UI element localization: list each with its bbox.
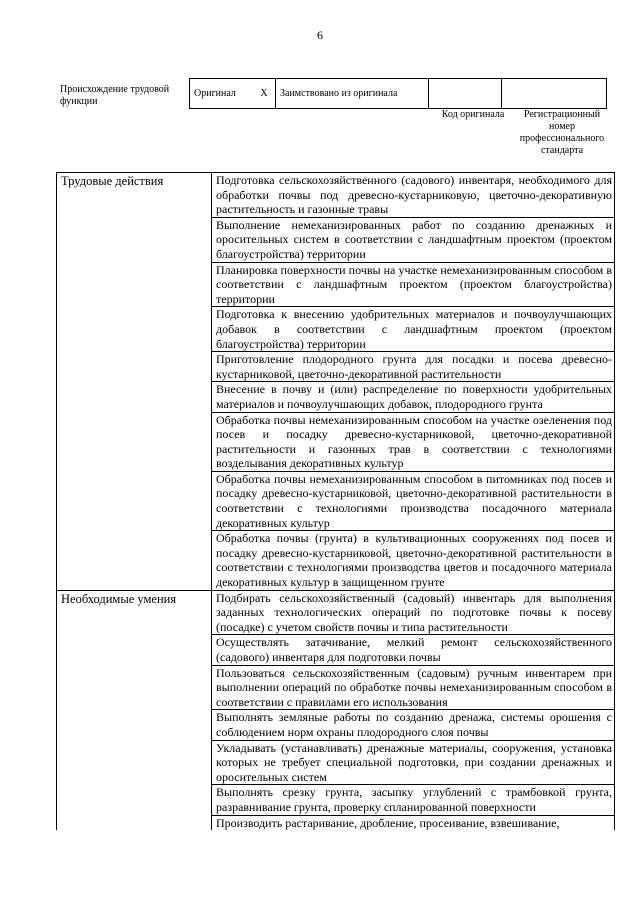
section-title-empty bbox=[57, 740, 212, 785]
item-text: Укладывать (устанавливать) дренажные материалы, сооружения, установка которых не требует специальной подготовки, при создании дренажных и оросительных систем bbox=[212, 740, 615, 785]
origin-label: Происхождение трудовой функции bbox=[60, 84, 170, 107]
item-text: Производить растаривание, дробление, просеивание, взвешивание, bbox=[212, 815, 615, 830]
table-row bbox=[57, 590, 615, 635]
original-mark: X bbox=[253, 79, 276, 109]
origin-table bbox=[189, 78, 607, 109]
item-text: Приготовление плодородного грунта для посадки и посева древесно-кустарниковой, цветочно-декоративной растительности bbox=[212, 352, 615, 382]
section-title-empty bbox=[57, 665, 212, 710]
table-row bbox=[57, 307, 615, 352]
table-row bbox=[57, 531, 615, 590]
table-row bbox=[57, 217, 615, 262]
table-row bbox=[57, 471, 615, 530]
table-row bbox=[57, 352, 615, 382]
function-table bbox=[56, 172, 615, 830]
section-title-empty bbox=[57, 412, 212, 471]
code-cell bbox=[429, 79, 502, 109]
table-row bbox=[57, 665, 615, 710]
reg-number-cell bbox=[502, 79, 607, 109]
table-row bbox=[57, 635, 615, 665]
borrowed-label: Заимствовано из оригинала bbox=[276, 79, 429, 109]
item-text: Выполнять срезку грунта, засыпку углублений с трамбовкой грунта, разравнивание грунта, проверку спланированной поверхности bbox=[212, 785, 615, 815]
reg-label: Регистрационный номер профессионального стандарта bbox=[519, 109, 605, 156]
table-row bbox=[57, 382, 615, 412]
section-title: Трудовые действия bbox=[57, 173, 212, 218]
code-label: Код оригинала bbox=[441, 109, 505, 120]
item-text: Подбирать сельскохозяйственный (садовый) инвентарь для выполнения заданных технологических операций по подготовке почвы к посеву (посадке) с учетом свойств почвы и типа растительности bbox=[212, 590, 615, 635]
section-title-empty bbox=[57, 815, 212, 830]
item-text: Осуществлять затачивание, мелкий ремонт сельскохозяйственного (садового) инвентаря для подготовки почвы bbox=[212, 635, 615, 665]
item-text: Выполнять земляные работы по созданию дренажа, системы орошения с соблюдением норм охраны плодородного слоя почвы bbox=[212, 710, 615, 740]
section-title: Необходимые умения bbox=[57, 590, 212, 635]
item-text: Пользоваться сельскохозяйственным (садовым) ручным инвентарем при выполнении операций по обработке почвы немеханизированным способом в соответствии с правилами его использования bbox=[212, 665, 615, 710]
item-text: Обработка почвы (грунта) в культивационных сооружениях под посев и посадку древесно-кустарниковой, цветочно-декоративной растительности в соответствии с технологиями производства цветов и посадочного материала декоративных культур в защищенном грунте bbox=[212, 531, 615, 590]
section-title-empty bbox=[57, 635, 212, 665]
table-row bbox=[57, 710, 615, 740]
table-row bbox=[57, 785, 615, 815]
page-number: 6 bbox=[317, 28, 323, 42]
section-title-empty bbox=[57, 307, 212, 352]
item-text: Выполнение немеханизированных работ по созданию дренажных и оросительных систем в соответствии с ландшафтным проектом (проектом благоустройства) территории bbox=[212, 217, 615, 262]
section-title-empty bbox=[57, 382, 212, 412]
table-row bbox=[57, 262, 615, 307]
item-text: Планировка поверхности почвы на участке немеханизированным способом в соответствии с ландшафтным проектом (проектом благоустройства) территории bbox=[212, 262, 615, 307]
section-title-empty bbox=[57, 262, 212, 307]
table-row bbox=[57, 412, 615, 471]
table-row bbox=[57, 173, 615, 218]
item-text: Внесение в почву и (или) распределение по поверхности удобрительных материалов и почвоулучшающих добавок, плодородного грунта bbox=[212, 382, 615, 412]
section-title-empty bbox=[57, 217, 212, 262]
table-row bbox=[57, 815, 615, 830]
item-text: Подготовка сельскохозяйственного (садового) инвентаря, необходимого для обработки почвы под древесно-кустарниковую, цветочно-декоративную растительность и газонные травы bbox=[212, 173, 615, 218]
section-title-empty bbox=[57, 352, 212, 382]
section-title-empty bbox=[57, 531, 212, 590]
original-label: Оригинал bbox=[190, 79, 254, 109]
table-row bbox=[57, 740, 615, 785]
section-title-empty bbox=[57, 785, 212, 815]
section-title-empty bbox=[57, 471, 212, 530]
item-text: Обработка почвы немеханизированным способом в питомниках под посев и посадку древесно-кустарниковой, цветочно-декоративной растительности в соответствии с технологиями производства посадочного материала декоративных культур bbox=[212, 471, 615, 530]
section-title-empty bbox=[57, 710, 212, 740]
item-text: Обработка почвы немеханизированным способом на участке озеленения под посев и посадку древесно-кустарниковой, цветочно-декоративной растительности и газонных трав в соответствии с технологиями возделывания декоративных культур bbox=[212, 412, 615, 471]
item-text: Подготовка к внесению удобрительных материалов и почвоулучшающих добавок в соответствии с ландшафтным проектом (проектом благоустройства) территории bbox=[212, 307, 615, 352]
